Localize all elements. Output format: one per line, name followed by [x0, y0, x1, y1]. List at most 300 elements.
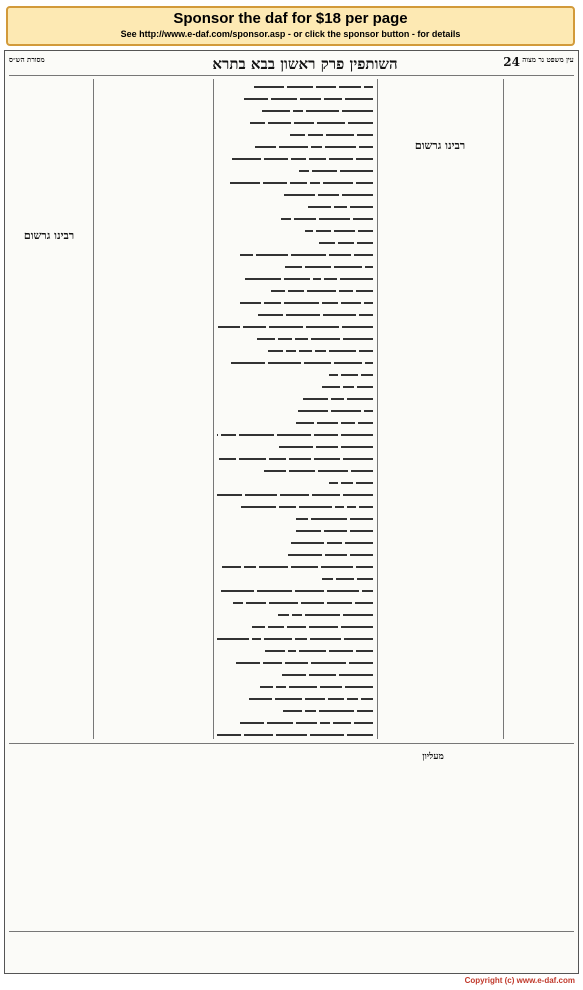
text-line [381, 599, 499, 603]
text-line [217, 475, 373, 484]
text-line [97, 193, 209, 197]
text-line [507, 349, 573, 353]
text-line [381, 197, 499, 201]
text-line [97, 673, 209, 677]
text-line [97, 403, 209, 407]
text-line [507, 415, 573, 419]
text-line [381, 359, 499, 363]
text-line [217, 163, 373, 172]
text-line [217, 307, 373, 316]
text-line [9, 557, 89, 561]
text-line [13, 955, 571, 958]
text-line [97, 151, 209, 155]
text-line [9, 737, 89, 739]
text-line [9, 455, 89, 459]
text-line [381, 485, 499, 489]
text-line [9, 617, 89, 621]
text-line [217, 715, 373, 724]
text-line [97, 487, 209, 491]
text-line [381, 317, 499, 321]
text-line [9, 509, 89, 513]
text-line [507, 535, 573, 539]
text-line [381, 719, 499, 723]
text-line [13, 914, 283, 917]
text-line [9, 713, 89, 717]
text-line [381, 185, 499, 189]
text-line [507, 451, 573, 455]
text-line [9, 587, 89, 591]
folio-number: 24 [503, 55, 520, 69]
text-line [507, 559, 573, 563]
text-line [97, 307, 209, 311]
text-line [13, 874, 283, 877]
text-line [381, 701, 499, 705]
text-line [295, 780, 571, 783]
text-line [507, 325, 573, 329]
text-line [97, 301, 209, 305]
text-line [9, 503, 89, 507]
text-line [217, 631, 373, 640]
text-line [507, 397, 573, 401]
text-line [217, 187, 373, 196]
text-line [9, 407, 89, 411]
text-line [97, 79, 209, 83]
text-line [97, 721, 209, 725]
text-line [295, 845, 571, 848]
text-line [9, 251, 89, 255]
text-line [381, 425, 499, 429]
text-line [507, 553, 573, 557]
text-line [507, 343, 573, 347]
text-line [295, 855, 571, 858]
text-line [507, 637, 573, 641]
text-line [97, 343, 209, 347]
left-commentary-column [97, 79, 209, 739]
text-line [97, 601, 209, 605]
text-line [507, 127, 573, 131]
text-line [507, 709, 573, 713]
bottom-rule [9, 931, 574, 932]
text-line [381, 473, 499, 477]
text-line [381, 311, 499, 315]
text-line [97, 337, 209, 341]
text-line [507, 175, 573, 179]
text-line [507, 199, 573, 203]
text-line [9, 281, 89, 285]
text-line [97, 163, 209, 167]
text-line [97, 625, 209, 629]
text-line [97, 391, 209, 395]
text-line [381, 209, 499, 213]
text-line [9, 731, 89, 735]
rashi-title: רבינו גרשום [414, 139, 466, 152]
text-line [507, 151, 573, 155]
text-line [507, 487, 573, 491]
text-line [507, 667, 573, 671]
text-line [295, 840, 571, 843]
text-line [217, 427, 373, 436]
text-line [9, 257, 89, 261]
text-line [97, 199, 209, 203]
text-line [217, 523, 373, 532]
text-line [97, 427, 209, 431]
text-line [13, 749, 283, 752]
text-line [507, 421, 573, 425]
text-line [13, 844, 283, 847]
text-line [507, 631, 573, 635]
text-line [97, 499, 209, 503]
text-line [13, 924, 283, 927]
text-line [97, 535, 209, 539]
text-line [97, 565, 209, 569]
text-line [381, 659, 499, 663]
text-line [97, 127, 209, 131]
text-line [381, 515, 499, 519]
text-line [13, 754, 283, 757]
text-line [217, 403, 373, 412]
text-line [381, 395, 499, 399]
gemara-text-column [217, 79, 373, 739]
text-line [295, 810, 571, 813]
text-line [217, 199, 373, 208]
text-line [381, 257, 499, 261]
text-line [507, 97, 573, 101]
text-line [9, 671, 89, 675]
text-line [507, 433, 573, 437]
text-line [9, 515, 89, 519]
text-line [507, 283, 573, 287]
text-line [507, 205, 573, 209]
text-line [507, 523, 573, 527]
text-line [295, 860, 571, 863]
text-line [9, 389, 89, 393]
text-line [381, 605, 499, 609]
text-line [97, 373, 209, 377]
sponsor-subtitle[interactable]: See http://www.e-daf.com/sponsor.asp - or click the sponsor button - for details [120, 29, 461, 39]
text-line [217, 451, 373, 460]
text-line [97, 439, 209, 443]
right-commentary-column [381, 79, 499, 739]
text-line [217, 391, 373, 400]
text-line [13, 889, 283, 892]
text-line [507, 673, 573, 677]
column-divider [503, 79, 504, 739]
text-line [97, 157, 209, 161]
talmud-page [4, 50, 579, 974]
text-line [381, 563, 499, 567]
text-line [97, 703, 209, 707]
text-line [97, 397, 209, 401]
text-line [13, 809, 283, 812]
text-line [97, 619, 209, 623]
text-line [13, 864, 283, 867]
text-line [507, 643, 573, 647]
text-line [507, 211, 573, 215]
text-line [507, 223, 573, 227]
column-divider [213, 79, 214, 739]
text-line [381, 353, 499, 357]
text-line [9, 521, 89, 525]
text-line [97, 259, 209, 263]
text-line [381, 161, 499, 165]
text-line [381, 653, 499, 657]
text-line [13, 824, 283, 827]
text-line [381, 461, 499, 465]
text-line [507, 85, 573, 89]
text-line [507, 733, 573, 737]
text-line [97, 211, 209, 215]
text-line [381, 641, 499, 645]
text-line [507, 493, 573, 497]
text-line [97, 145, 209, 149]
text-line [381, 455, 499, 459]
text-line [217, 295, 373, 304]
text-line [507, 547, 573, 551]
text-line [381, 491, 499, 495]
text-line [9, 269, 89, 273]
sponsor-banner[interactable] [6, 6, 575, 46]
text-line [217, 271, 373, 280]
text-line [13, 894, 283, 897]
text-line [97, 541, 209, 545]
text-line [9, 299, 89, 303]
footnotes-right [295, 749, 571, 929]
text-line [13, 774, 283, 777]
text-line [97, 103, 209, 107]
text-line [217, 355, 373, 364]
text-line [381, 569, 499, 573]
text-line [507, 301, 573, 305]
text-line [97, 553, 209, 557]
text-line [217, 679, 373, 688]
text-line [507, 721, 573, 725]
text-line [295, 825, 571, 828]
text-line [507, 613, 573, 617]
text-line [97, 115, 209, 119]
text-line [217, 607, 373, 616]
text-line [9, 371, 89, 375]
text-line [97, 607, 209, 611]
text-line [507, 391, 573, 395]
text-line [97, 595, 209, 599]
text-line [97, 271, 209, 275]
text-line [507, 655, 573, 659]
text-line [381, 233, 499, 237]
text-line [9, 653, 89, 657]
text-line [507, 193, 573, 197]
text-line [13, 799, 283, 802]
text-line [381, 683, 499, 687]
text-line [217, 211, 373, 220]
copyright-notice[interactable]: Copyright (c) www.e-daf.com [464, 976, 575, 985]
text-line [97, 367, 209, 371]
text-line [381, 647, 499, 651]
text-line [217, 499, 373, 508]
text-line [13, 814, 283, 817]
text-line [97, 583, 209, 587]
text-line [9, 539, 89, 543]
text-line [381, 725, 499, 729]
text-line [97, 265, 209, 269]
text-line [217, 511, 373, 520]
text-line [97, 175, 209, 179]
text-line [381, 443, 499, 447]
text-line [217, 283, 373, 292]
text-line [381, 179, 499, 183]
text-line [507, 661, 573, 665]
text-line [97, 709, 209, 713]
text-line [295, 870, 571, 873]
text-line [13, 819, 283, 822]
text-line [295, 795, 571, 798]
text-line [217, 103, 373, 112]
text-line [381, 437, 499, 441]
text-line [9, 461, 89, 465]
text-line [97, 253, 209, 257]
text-line [217, 415, 373, 424]
text-line [9, 335, 89, 339]
text-line [507, 529, 573, 533]
text-line [9, 677, 89, 681]
text-line [507, 181, 573, 185]
text-line [97, 685, 209, 689]
text-line [13, 759, 283, 762]
text-line [381, 509, 499, 513]
text-line [97, 661, 209, 665]
rabbeinu-gershom-title: רבינו גרשום [23, 229, 75, 242]
text-line [381, 281, 499, 285]
column-divider [377, 79, 378, 739]
text-line [9, 725, 89, 729]
text-line [97, 655, 209, 659]
text-line [9, 431, 89, 435]
text-line [97, 241, 209, 245]
text-line [381, 191, 499, 195]
text-line [97, 109, 209, 113]
text-line [217, 643, 373, 652]
text-line [97, 649, 209, 653]
text-line [381, 401, 499, 405]
text-line [381, 539, 499, 543]
text-line [97, 331, 209, 335]
text-line [217, 91, 373, 100]
text-line [97, 169, 209, 173]
text-line [9, 359, 89, 363]
text-line [97, 181, 209, 185]
text-line [97, 643, 209, 647]
text-line [295, 880, 571, 883]
text-line [97, 451, 209, 455]
text-line [295, 850, 571, 853]
text-line [381, 245, 499, 249]
text-line [507, 601, 573, 605]
text-line [97, 235, 209, 239]
text-line [381, 371, 499, 375]
text-line [9, 641, 89, 645]
text-line [295, 815, 571, 818]
text-line [97, 511, 209, 515]
text-line [13, 884, 283, 887]
header-rule [9, 75, 574, 76]
text-line [9, 401, 89, 405]
text-line [295, 920, 571, 923]
text-line [381, 299, 499, 303]
text-line [507, 697, 573, 701]
text-line [507, 703, 573, 707]
text-line [9, 311, 89, 315]
text-line [507, 607, 573, 611]
text-line [295, 805, 571, 808]
text-line [295, 865, 571, 868]
text-line [381, 239, 499, 243]
text-line [295, 915, 571, 918]
text-line [381, 497, 499, 501]
text-line [381, 575, 499, 579]
text-line [9, 473, 89, 477]
text-line [97, 679, 209, 683]
text-line [381, 155, 499, 159]
text-line [381, 449, 499, 453]
text-line [9, 719, 89, 723]
text-line [381, 665, 499, 669]
text-line [97, 463, 209, 467]
text-line [9, 599, 89, 603]
text-line [13, 960, 571, 963]
text-line [217, 619, 373, 628]
text-line [507, 571, 573, 575]
text-line [507, 307, 573, 311]
text-line [13, 779, 283, 782]
text-line [97, 727, 209, 731]
text-line [507, 355, 573, 359]
text-line [381, 269, 499, 273]
text-line [295, 835, 571, 838]
footnotes-left [13, 749, 283, 929]
text-line [13, 829, 283, 832]
text-line [97, 691, 209, 695]
text-line [217, 703, 373, 712]
text-line [507, 187, 573, 191]
text-line [381, 377, 499, 381]
text-line [507, 403, 573, 407]
text-line [507, 691, 573, 695]
text-line [13, 950, 571, 953]
text-line [507, 115, 573, 119]
text-line [97, 547, 209, 551]
text-line [381, 629, 499, 633]
text-line [97, 571, 209, 575]
text-line [97, 361, 209, 365]
text-line [9, 245, 89, 249]
text-line [381, 173, 499, 177]
text-line [381, 581, 499, 585]
text-line [507, 715, 573, 719]
text-line [507, 313, 573, 317]
text-line [507, 649, 573, 653]
text-line [217, 727, 373, 736]
text-line [507, 163, 573, 167]
text-line [507, 475, 573, 479]
text-line [9, 329, 89, 333]
text-line [97, 385, 209, 389]
text-line [9, 527, 89, 531]
text-line [507, 337, 573, 341]
text-line [97, 283, 209, 287]
text-line [381, 383, 499, 387]
text-line [295, 895, 571, 898]
text-line [381, 365, 499, 369]
text-line [13, 879, 283, 882]
